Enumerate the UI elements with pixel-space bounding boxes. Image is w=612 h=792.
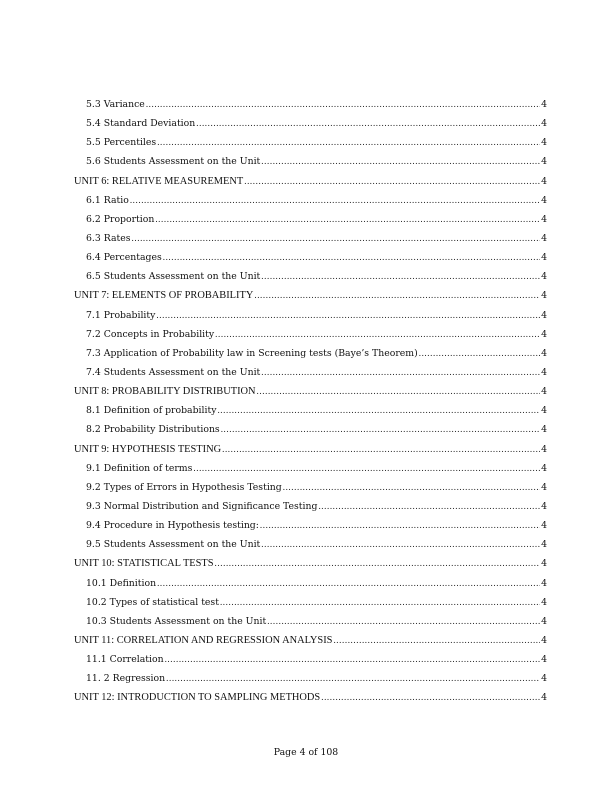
dot-leader <box>193 461 540 475</box>
toc-entry-page: 4 <box>541 673 547 685</box>
toc-entry-label: 8.2 Probability Distributions <box>86 424 220 436</box>
toc-entry-label: 6.1 Ratio <box>86 194 129 206</box>
toc-section-entry[interactable] <box>74 154 547 173</box>
toc-entry-page: 4 <box>541 405 547 417</box>
toc-unit-entry[interactable] <box>74 174 547 193</box>
dot-leader <box>196 116 540 130</box>
toc-entry-label: 5.3 Variance <box>86 99 145 110</box>
toc-unit-entry[interactable] <box>74 442 547 461</box>
toc-entry-page: 4 <box>541 692 547 704</box>
toc-entry-label: UNIT 10: STATISTICAL TESTS <box>74 558 214 570</box>
dot-leader <box>261 537 540 551</box>
toc-entry-label: UNIT 11: CORRELATION AND REGRESSION ANALYSIS <box>74 634 333 646</box>
toc-entry-page: 4 <box>541 232 547 244</box>
toc-entry-label: 5.6 Students Assessment on the Unit <box>86 156 261 168</box>
toc-entry-page: 4 <box>541 137 547 149</box>
toc-section-entry[interactable] <box>74 346 547 365</box>
toc-entry-label: 6.5 Students Assessment on the Unit <box>86 271 261 283</box>
toc-entry-label: UNIT 9: HYPOTHESIS TESTING <box>74 443 222 455</box>
dot-leader <box>321 690 540 704</box>
dot-leader <box>156 308 540 322</box>
toc-section-entry[interactable] <box>74 614 547 633</box>
toc-entry-page: 4 <box>541 539 547 551</box>
dot-leader <box>244 174 540 188</box>
dot-leader <box>215 556 541 570</box>
toc-entry-page: 4 <box>541 596 547 608</box>
toc-entry-label: 9.1 Definition of terms <box>86 462 193 474</box>
page-number-footer: Page 4 of 108 <box>273 747 339 758</box>
toc-entry-page: 4 <box>541 252 547 264</box>
toc-section-entry[interactable] <box>74 480 547 499</box>
toc-entry-page: 4 <box>541 654 547 666</box>
toc-entry-page: 4 <box>541 99 547 110</box>
toc-entry-label: 11.1 Correlation <box>86 654 164 666</box>
toc-entry-label: 8.1 Definition of probability <box>86 405 217 417</box>
toc-section-entry[interactable] <box>74 308 547 327</box>
toc-entry-label: 9.3 Normal Distribution and Significance Testing <box>86 500 318 512</box>
toc-section-entry[interactable] <box>74 97 547 116</box>
toc-section-entry[interactable] <box>74 135 547 154</box>
toc-entry-page: 4 <box>541 213 547 225</box>
toc-section-entry[interactable] <box>74 576 547 595</box>
toc-section-entry[interactable] <box>74 365 547 384</box>
toc-entry-page: 4 <box>541 615 547 627</box>
toc-section-entry[interactable] <box>74 595 547 614</box>
toc-entry-page: 4 <box>541 462 547 474</box>
dot-leader <box>254 288 540 302</box>
dot-leader <box>283 480 540 494</box>
toc-entry-page: 4 <box>541 481 547 493</box>
toc-unit-entry[interactable] <box>74 384 547 403</box>
dot-leader <box>132 231 541 245</box>
toc-entry-page: 4 <box>541 634 547 646</box>
toc-entry-label: 10.3 Students Assessment on the Unit <box>86 615 267 627</box>
dot-leader <box>318 499 540 513</box>
dot-leader <box>157 135 540 149</box>
toc-unit-entry[interactable] <box>74 690 547 709</box>
toc-entry-label: UNIT 6: RELATIVE MEASUREMENT <box>74 175 244 187</box>
dot-leader <box>221 422 540 436</box>
dot-leader <box>155 212 540 226</box>
toc-entry-label: 7.2 Concepts in Probability <box>86 328 215 340</box>
dot-leader <box>166 671 540 685</box>
toc-entry-label: 5.5 Percentiles <box>86 137 157 149</box>
toc-entry-page: 4 <box>541 443 547 455</box>
dot-leader <box>257 384 541 398</box>
toc-entry-page: 4 <box>541 424 547 436</box>
toc-section-entry[interactable] <box>74 250 547 269</box>
toc-section-entry[interactable] <box>74 193 547 212</box>
dot-leader <box>419 346 540 360</box>
toc-entry-label: 9.2 Types of Errors in Hypothesis Testing <box>86 481 282 493</box>
toc-entry-page: 4 <box>541 290 547 302</box>
dot-leader <box>217 403 540 417</box>
toc-section-entry[interactable] <box>74 116 547 135</box>
toc-entry-label: UNIT 7: ELEMENTS OF PROBABILITY <box>74 290 254 302</box>
toc-entry-label: 7.1 Probability <box>86 309 156 321</box>
toc-entry-page: 4 <box>541 118 547 130</box>
toc-section-entry[interactable] <box>74 231 547 250</box>
toc-entry-page: 4 <box>541 194 547 206</box>
toc-entry-page: 4 <box>541 156 547 168</box>
toc-entry-page: 4 <box>541 386 547 398</box>
toc-entry-page: 4 <box>541 347 547 359</box>
dot-leader <box>157 576 540 590</box>
toc-entry-label: 9.4 Procedure in Hypothesis testing: <box>86 520 259 532</box>
toc-entry-page: 4 <box>541 328 547 340</box>
toc-section-entry[interactable] <box>74 499 547 518</box>
toc-section-entry[interactable] <box>74 403 547 422</box>
toc-entry-label: 6.2 Proportion <box>86 213 155 225</box>
toc-entry-page: 4 <box>541 175 547 187</box>
dot-leader <box>215 327 540 341</box>
toc-entry-label: 6.4 Percentages <box>86 252 162 264</box>
toc-entry-label: UNIT 12: INTRODUCTION TO SAMPLING METHODS <box>74 692 321 704</box>
dot-leader <box>267 614 540 628</box>
toc-entry-page: 4 <box>541 558 547 570</box>
dot-leader <box>260 518 540 532</box>
toc-entry-label: 7.4 Students Assessment on the Unit <box>86 366 261 378</box>
toc-section-entry[interactable] <box>74 537 547 556</box>
dot-leader <box>261 269 540 283</box>
toc-section-entry[interactable] <box>74 518 547 537</box>
toc-section-entry[interactable] <box>74 212 547 231</box>
toc-unit-entry[interactable] <box>74 556 547 575</box>
toc-entry-page: 4 <box>541 366 547 378</box>
toc-entry-label: 11. 2 Regression <box>86 673 166 685</box>
dot-leader <box>261 365 540 379</box>
toc-section-entry[interactable] <box>74 461 547 480</box>
toc-entry-label: 6.3 Rates <box>86 232 131 244</box>
toc-section-entry[interactable] <box>74 652 547 671</box>
dot-leader <box>220 595 540 609</box>
table-of-contents <box>74 97 547 710</box>
toc-entry-label: 9.5 Students Assessment on the Unit <box>86 539 261 551</box>
dot-leader <box>146 97 540 111</box>
toc-entry-label: 7.3 Application of Probability law in Screening tests (Baye’s Theorem) <box>86 347 418 359</box>
toc-entry-page: 4 <box>541 309 547 321</box>
toc-entry-label: 5.4 Standard Deviation <box>86 118 196 130</box>
toc-section-entry[interactable] <box>74 269 547 288</box>
dot-leader <box>163 250 540 264</box>
toc-entry-page: 4 <box>541 520 547 532</box>
toc-entry-page: 4 <box>541 577 547 589</box>
dot-leader <box>333 633 540 647</box>
toc-entry-label: 10.1 Definition <box>86 577 157 589</box>
toc-entry-page: 4 <box>541 271 547 283</box>
toc-section-entry[interactable] <box>74 671 547 690</box>
dot-leader <box>222 442 540 456</box>
toc-unit-entry[interactable] <box>74 288 547 307</box>
dot-leader <box>165 652 541 666</box>
dot-leader <box>130 193 540 207</box>
toc-entry-label: UNIT 8: PROBABILITY DISTRIBUTION <box>74 386 256 398</box>
dot-leader <box>261 154 540 168</box>
toc-unit-entry[interactable] <box>74 633 547 652</box>
toc-entry-page: 4 <box>541 500 547 512</box>
toc-section-entry[interactable] <box>74 422 547 441</box>
toc-entry-label: 10.2 Types of statistical test <box>86 596 219 608</box>
toc-section-entry[interactable] <box>74 327 547 346</box>
